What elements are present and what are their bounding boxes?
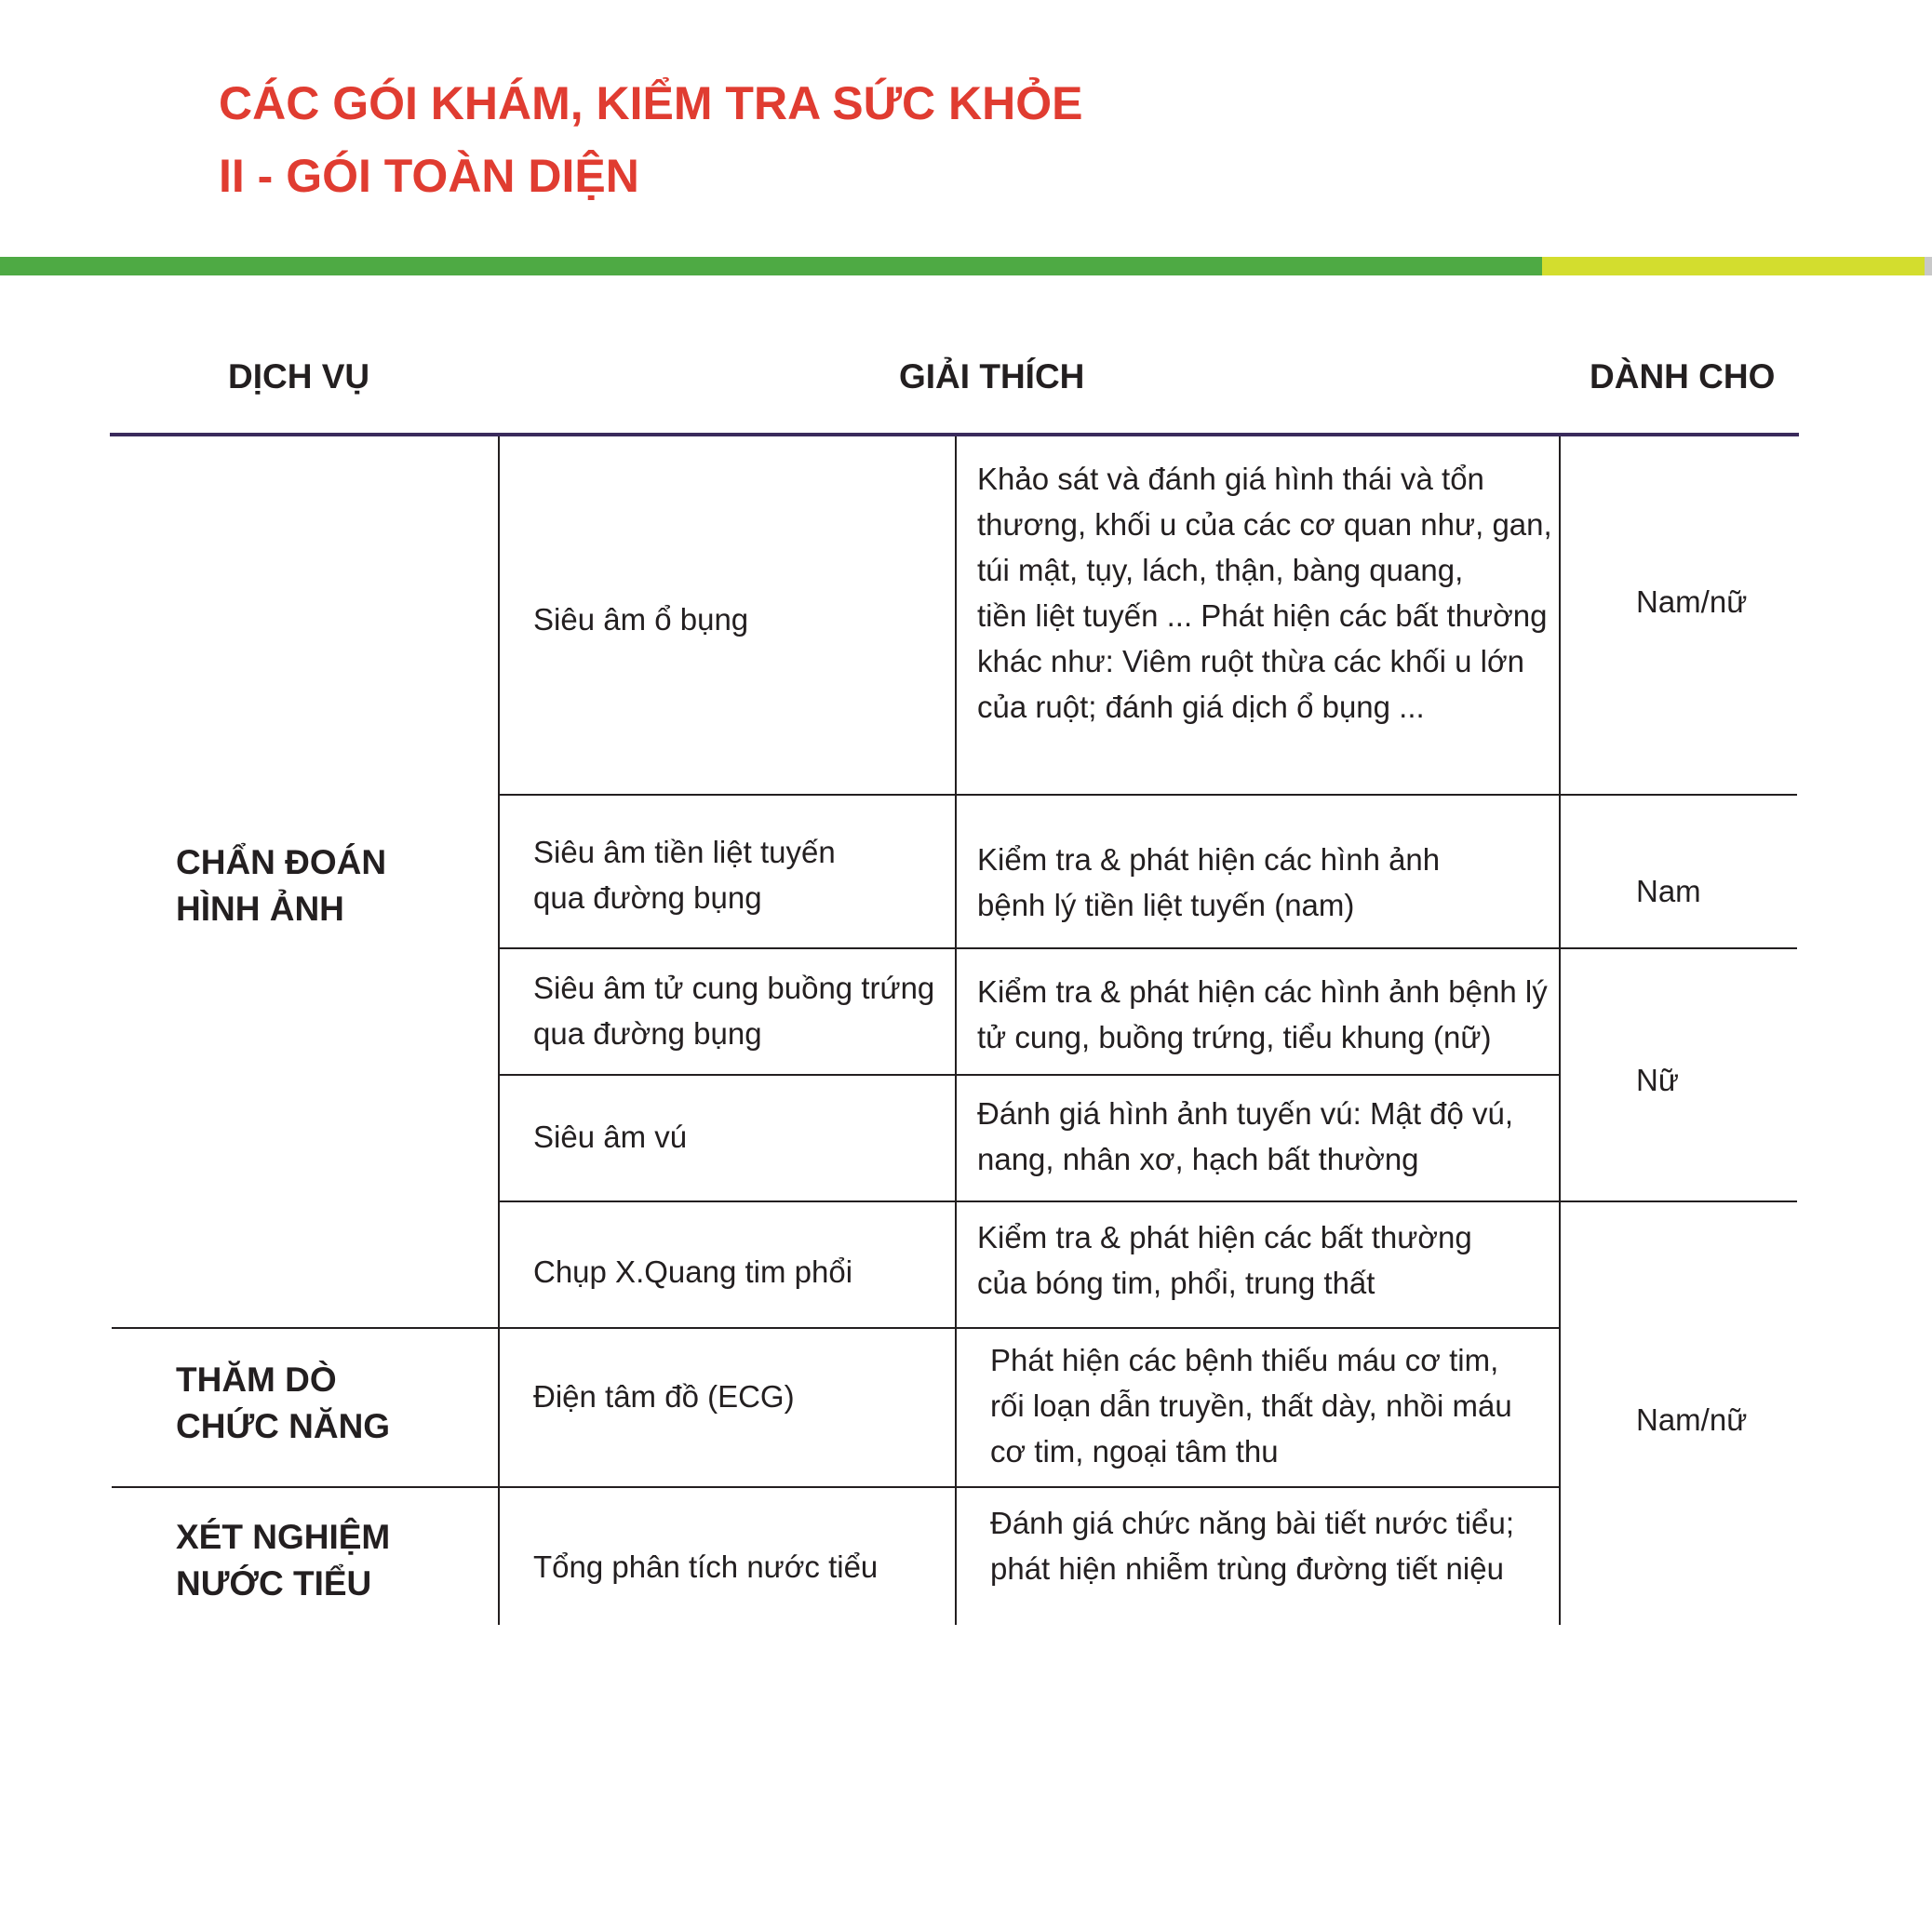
category-line: HÌNH ẢNH xyxy=(176,890,344,928)
service-line: Siêu âm vú xyxy=(533,1120,688,1154)
explanation-line: Đánh giá hình ảnh tuyến vú: Mật độ vú, xyxy=(977,1096,1514,1131)
grid-vline xyxy=(498,436,500,1625)
category-line: CHỨC NĂNG xyxy=(176,1407,391,1445)
service-line: qua đường bụng xyxy=(533,1016,762,1051)
for-cell: Nữ xyxy=(1636,1063,1679,1097)
explanation-line: Phát hiện các bệnh thiếu máu cơ tim, xyxy=(990,1343,1499,1377)
explanation-cell xyxy=(977,837,1440,928)
header-for: DÀNH CHO xyxy=(1590,357,1776,396)
service-cell xyxy=(533,965,934,1056)
explanation-line: cơ tim, ngoại tâm thu xyxy=(990,1434,1279,1469)
explanation-cell xyxy=(990,1337,1512,1474)
explanation-line: bệnh lý tiền liệt tuyến (nam) xyxy=(977,888,1355,922)
explanation-line: tử cung, buồng trứng, tiểu khung (nữ) xyxy=(977,1020,1492,1054)
grid-hline xyxy=(112,1327,1560,1329)
explanation-line: Kiểm tra & phát hiện các hình ảnh xyxy=(977,842,1441,877)
explanation-line: Kiểm tra & phát hiện các hình ảnh bệnh lý xyxy=(977,974,1548,1009)
grid-hline xyxy=(498,947,1797,949)
page-subtitle: II - GÓI TOÀN DIỆN xyxy=(219,150,639,202)
for-cell: Nam/nữ xyxy=(1636,584,1748,619)
explanation-line: túi mật, tụy, lách, thận, bàng quang, xyxy=(977,553,1464,587)
explanation-line: Đánh giá chức năng bài tiết nước tiểu; xyxy=(990,1506,1514,1540)
explanation-line: nang, nhân xơ, hạch bất thường xyxy=(977,1142,1419,1176)
explanation-line: Kiểm tra & phát hiện các bất thường xyxy=(977,1220,1472,1254)
service-line: Tổng phân tích nước tiểu xyxy=(533,1549,879,1584)
service-cell xyxy=(533,1544,878,1589)
grid-hline xyxy=(498,1074,1560,1076)
category-line: CHẨN ĐOÁN xyxy=(176,843,387,881)
grid-hline xyxy=(112,1486,1560,1488)
category-function xyxy=(176,1357,390,1450)
service-cell xyxy=(533,597,748,642)
explanation-line: của ruột; đánh giá dịch ổ bụng ... xyxy=(977,690,1425,724)
service-line: Chụp X.Quang tim phổi xyxy=(533,1254,853,1289)
explanation-line: khác như: Viêm ruột thừa các khối u lớn xyxy=(977,644,1525,678)
explanation-cell xyxy=(977,1214,1472,1306)
grid-hline xyxy=(498,1200,1797,1202)
service-line: Siêu âm ổ bụng xyxy=(533,602,749,637)
category-line: XÉT NGHIỆM xyxy=(176,1518,391,1556)
header-explanation: GIẢI THÍCH xyxy=(899,357,1085,396)
grid-vline xyxy=(955,436,957,1625)
for-cell: Nam xyxy=(1636,874,1701,908)
category-line: NƯỚC TIỂU xyxy=(176,1564,372,1603)
explanation-cell xyxy=(990,1500,1514,1591)
page-title: CÁC GÓI KHÁM, KIỂM TRA SỨC KHỎE xyxy=(219,77,1083,129)
service-cell xyxy=(533,1249,852,1294)
service-cell xyxy=(533,829,836,920)
service-cell xyxy=(533,1374,795,1419)
grid-hline xyxy=(498,794,1797,796)
explanation-line: thương, khối u của các cơ quan như, gan, xyxy=(977,507,1552,542)
service-line: Siêu âm tiền liệt tuyến xyxy=(533,835,836,869)
grid-vline xyxy=(1559,436,1561,1625)
category-urine xyxy=(176,1514,390,1607)
for-cell: Nam/nữ xyxy=(1636,1402,1748,1437)
service-cell xyxy=(533,1114,687,1160)
explanation-line: tiền liệt tuyến ... Phát hiện các bất thường xyxy=(977,598,1548,633)
service-line: qua đường bụng xyxy=(533,880,762,915)
category-line: THĂM DÒ xyxy=(176,1361,337,1399)
divider-bar-edge xyxy=(1925,257,1932,275)
explanation-line: của bóng tim, phổi, trung thất xyxy=(977,1266,1375,1300)
explanation-line: Khảo sát và đánh giá hình thái và tổn xyxy=(977,462,1484,496)
explanation-line: rối loạn dẫn truyền, thất dày, nhồi máu xyxy=(990,1388,1512,1423)
divider-bar-green xyxy=(0,257,1542,275)
service-line: Siêu âm tử cung buồng trứng xyxy=(533,971,935,1005)
explanation-line: phát hiện nhiễm trùng đường tiết niệu xyxy=(990,1551,1504,1586)
header-service: DỊCH VỤ xyxy=(228,357,370,396)
divider-bar-lime xyxy=(1542,257,1925,275)
service-line: Điện tâm đồ (ECG) xyxy=(533,1379,795,1414)
explanation-cell xyxy=(977,456,1552,730)
category-imaging xyxy=(176,839,386,932)
explanation-cell xyxy=(977,1091,1513,1182)
explanation-cell xyxy=(977,969,1548,1060)
